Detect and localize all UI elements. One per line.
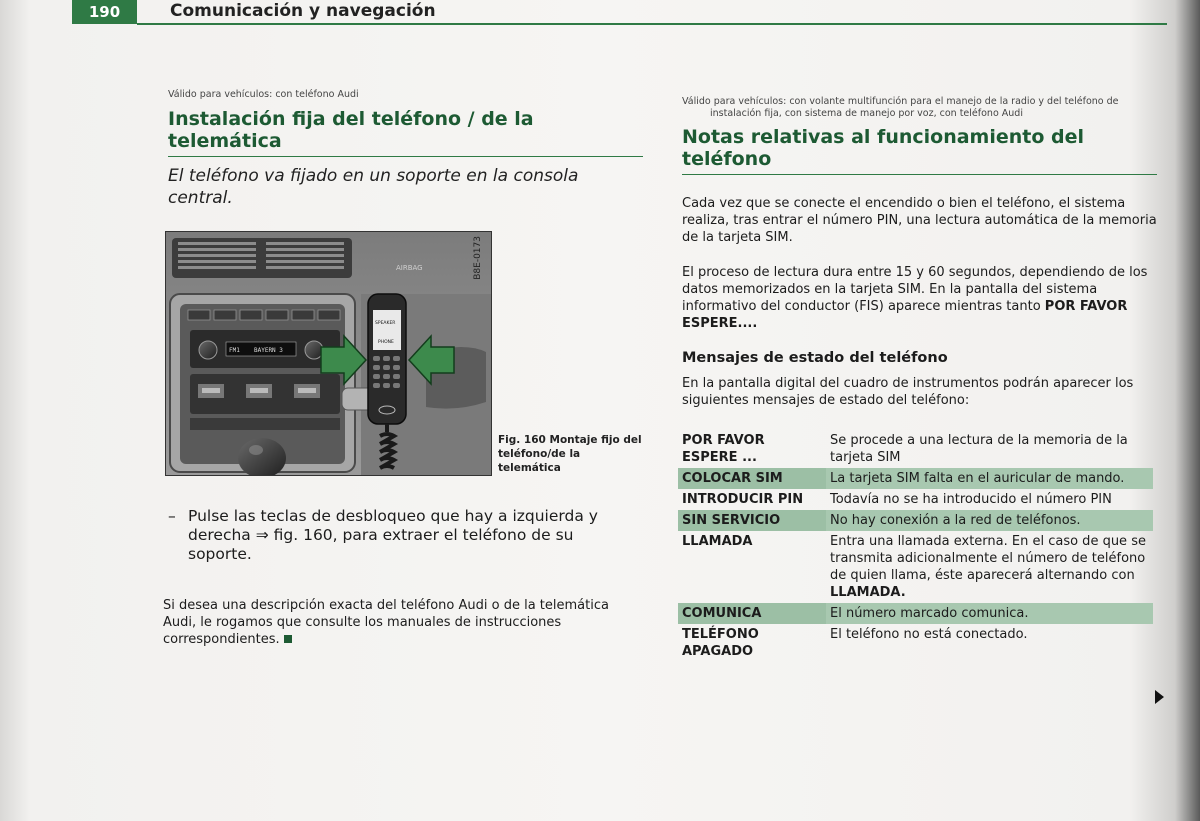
status-messages-table: [678, 430, 1153, 662]
right-validity-line-2: instalación fija, con sistema de manejo por voz, con teléfono Audi: [710, 108, 1023, 119]
status-row: [678, 468, 1153, 489]
continue-arrow-icon: [1155, 690, 1164, 704]
instruction-text: Pulse las teclas de desbloqueo que hay a izquierda y derecha ⇒ fig. 160, para extraer el teléfono de su soporte.: [188, 507, 598, 563]
status-term: TELÉFONO APAGADO: [682, 627, 759, 659]
status-desc: Se procede a una lectura de la memoria de la tarjeta SIM: [830, 433, 1128, 465]
radio-display: BAYERN 3: [254, 347, 283, 354]
figure-code: B8E-0173: [473, 236, 483, 280]
end-square-icon: [284, 635, 292, 643]
right-section-title: [682, 126, 1084, 170]
right-validity-line-1: Válido para vehículos: con volante multifunción para el manejo de la radio y del teléfono de: [682, 96, 1119, 107]
right-paragraph-1: Cada vez que se conecte el encendido o bien el teléfono, el sistema realiza, tras entrar el número PIN, una lectura automática de la memoria de la tarjeta SIM.: [682, 196, 1157, 245]
left-section-title: [168, 108, 534, 152]
instruction-dash: –: [168, 507, 176, 525]
status-desc: [826, 531, 1153, 603]
status-term: INTRODUCIR PIN: [682, 492, 804, 507]
figure-caption: Fig. 160 Montaje fijo del teléfono/de la telemática: [498, 434, 642, 474]
status-desc-text: Entra una llamada externa. En el caso de que se transmita adicionalmente el número de teléfono de quien llama, éste aparecerá alternando con: [830, 534, 1146, 583]
status-desc: El teléfono no está conectado.: [830, 627, 1028, 642]
status-term: COLOCAR SIM: [678, 468, 826, 489]
status-desc: Todavía no se ha introducido el número PIN: [830, 492, 1112, 507]
instruction-step: [168, 507, 638, 564]
left-paragraph: [163, 597, 643, 648]
right-paragraph-2-text: El proceso de lectura dura entre 15 y 60 segundos, dependiendo de los datos memorizados en la tarjeta SIM. En la pantalla del sistema informativo del conductor (FIS) aparece mientras tanto: [682, 265, 1148, 314]
figure-160: [165, 231, 492, 476]
phone-screen-text: SPEAKER: [375, 321, 396, 326]
status-row: [678, 430, 1153, 468]
status-row: [678, 624, 1153, 662]
status-term: LLAMADA: [682, 534, 753, 549]
left-title-line-2: telemática: [168, 130, 282, 152]
left-lead-text: El teléfono va fijado en un soporte en la consola central.: [168, 166, 579, 208]
status-term: POR FAVOR ESPERE ...: [682, 433, 765, 465]
header-rule: [137, 23, 1167, 25]
status-term: COMUNICA: [678, 603, 826, 624]
right-title-line-1: Notas relativas al funcionamiento del: [682, 126, 1085, 148]
chapter-title: Comunicación y navegación: [170, 1, 436, 21]
left-paragraph-text: Si desea una descripción exacta del teléfono Audi o de la telemática Audi, le rogamos que consulte los manuales de instrucciones correspondientes.: [163, 598, 609, 647]
status-desc: El número marcado comunica.: [826, 603, 1153, 624]
status-term: SIN SERVICIO: [678, 510, 826, 531]
left-title-line-1: Instalación fija del teléfono / de la: [168, 108, 534, 130]
status-row: [678, 531, 1153, 603]
right-validity-note: [682, 96, 1162, 120]
status-row: [678, 489, 1153, 510]
left-validity-note: Válido para vehículos: con teléfono Audi: [168, 89, 359, 100]
right-title-rule: [682, 174, 1157, 175]
airbag-label: AIRBAG: [396, 264, 423, 272]
right-paragraph-3: En la pantalla digital del cuadro de instrumentos podrán aparecer los siguientes mensajes de estado del teléfono:: [682, 376, 1134, 408]
status-desc: No hay conexión a la red de teléfonos.: [826, 510, 1153, 531]
console-illustration: [166, 232, 491, 475]
right-paragraph-2-bold: POR FAVOR ESPERE....: [682, 299, 1128, 331]
right-title-line-2: teléfono: [682, 148, 772, 170]
status-row: [678, 510, 1153, 531]
page-number: 190: [72, 0, 137, 24]
status-row: [678, 603, 1153, 624]
status-desc: La tarjeta SIM falta en el auricular de mando.: [826, 468, 1153, 489]
status-subheading: Mensajes de estado del teléfono: [682, 350, 948, 366]
phone-screen-sub: PHONE: [378, 340, 394, 345]
right-paragraph-2: [682, 264, 1157, 332]
status-desc-bold: LLAMADA.: [830, 585, 906, 600]
left-title-rule: [168, 156, 643, 157]
radio-band: FM1: [229, 347, 240, 354]
